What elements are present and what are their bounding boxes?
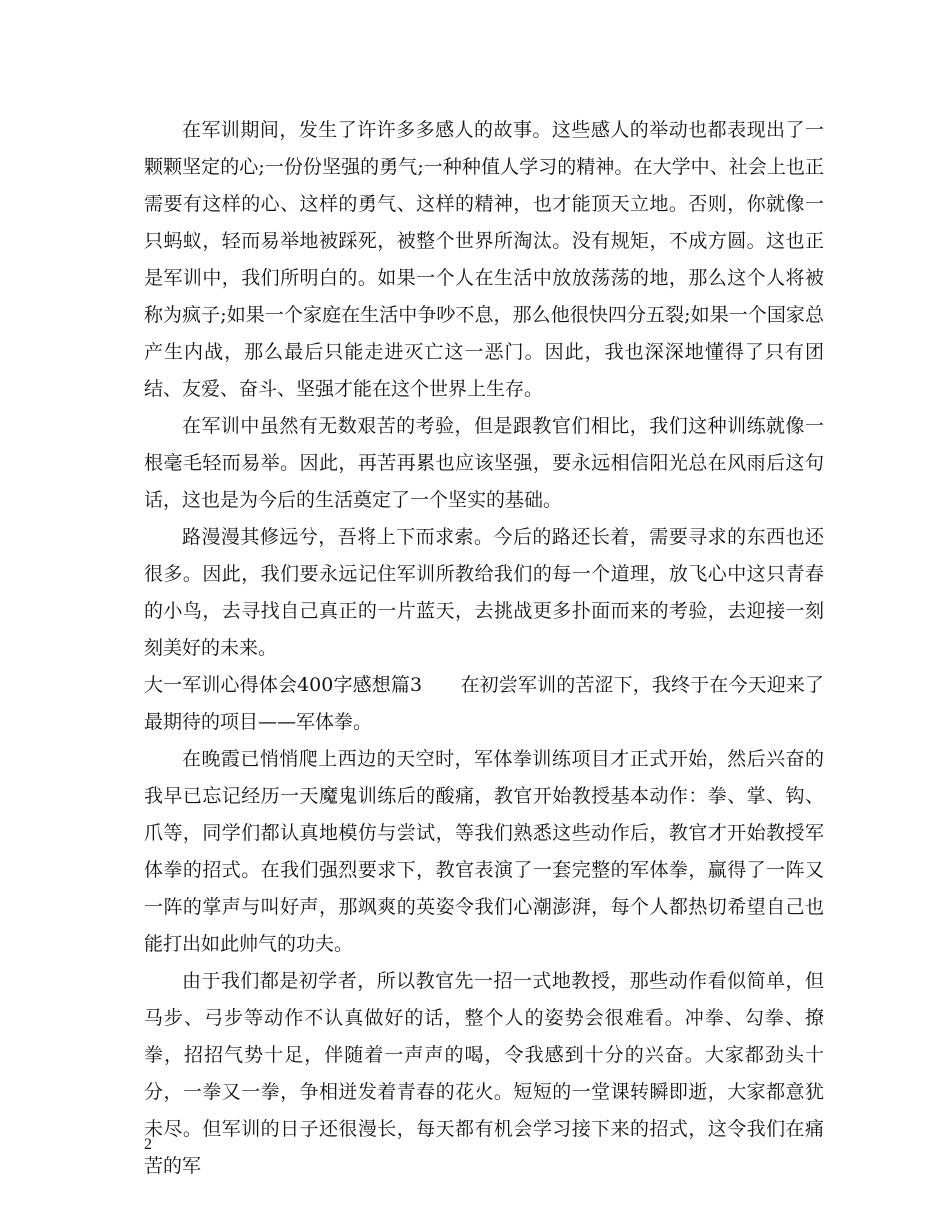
paragraph: 在军训中虽然有无数艰苦的考验，但是跟教官们相比，我们这种训练就像一根毫毛轻而易举。因此，再苦再累也应该坚强，要永远相信阳光总在风雨后这句话，这也是为今后的生活奠定了一个坚实的基础。 [144, 415, 824, 511]
paragraph: 在军训期间，发生了许许多多感人的故事。这些感人的举动也都表现出了一颗颗坚定的心;一份份坚强的勇气;一种种值人学习的精神。在大学中、社会上也正需要有这样的心、这样的勇气、这样的精神，也才能顶天立地。否则，你就像一只蚂蚁，轻而易举地被踩死，被整个世界所淘汰。没有规矩，不成方圆。这也正是军训中，我们所明白的。如果一个人在生活中放放荡荡的地，那么这个人将被称为疯子;如果一个家庭在生活中争吵不息，那么他很快四分五裂;如果一个国家总产生内战，那么最后只能走进灭亡这一恶门。因此，我也深深地懂得了只有团结、友爱、奋斗、坚强才能在这个世界上生存。 [144, 119, 824, 400]
section-heading-paragraph: 大一军训心得体会400字感想篇3 在初尝军训的苦涩下，我终于在今天迎来了最期待的项目——军体拳。 [144, 674, 824, 733]
page-number: 2 [144, 1136, 152, 1153]
paragraph: 路漫漫其修远兮，吾将上下而求索。今后的路还长着，需要寻求的东西也还很多。因此，我们要永远记住军训所教给我们的每一个道理，放飞心中这只青春的小鸟，去寻找自己真正的一片蓝天，去挑战更多扑面而来的考验，去迎接一刻刻美好的未来。 [144, 526, 824, 659]
paragraph: 在晚霞已悄悄爬上西边的天空时，军体拳训练项目才正式开始，然后兴奋的我早已忘记经历一天魔鬼训练后的酸痛，教官开始教授基本动作：拳、掌、钩、爪等，同学们都认真地模仿与尝试，等我们熟悉这些动作后，教官才开始教授军体拳的招式。在我们强烈要求下，教官表演了一套完整的军体拳，赢得了一阵又一阵的掌声与叫好声，那飒爽的英姿令我们心潮澎湃，每个人都热切希望自己也能打出如此帅气的功夫。 [144, 748, 824, 955]
paragraph: 由于我们都是初学者，所以教官先一招一式地教授，那些动作看似简单，但马步、弓步等动作不认真做好的话，整个人的姿势会很难看。冲拳、勾拳、撩拳，招招气势十足，伴随着一声声的喝，令我感到十分的兴奋。大家都劲头十分，一拳又一拳，争相迸发着青春的花火。短短的一堂课转瞬即逝，大家都意犹未尽。但军训的日子还很漫长，每天都有机会学习接下来的招式，这令我们在痛苦的军 [144, 970, 824, 1177]
document-body [144, 112, 824, 1185]
